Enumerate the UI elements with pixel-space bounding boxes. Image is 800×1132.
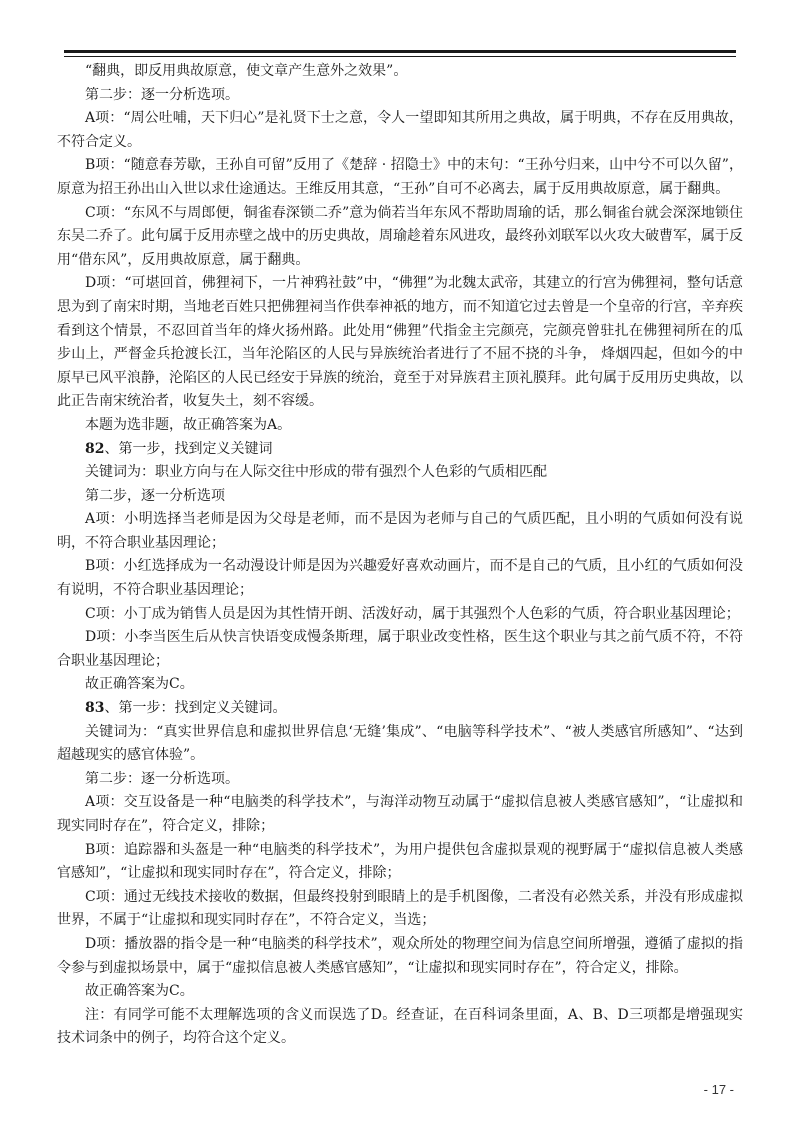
paragraph-text: A项：交互设备是一种“电脑类的科学技术”，与海洋动物互动属于“虚拟信息被人类感官感知”，“让虚拟和现实同时存在”，符合定义，排除； bbox=[57, 794, 743, 834]
paragraph bbox=[57, 461, 743, 485]
paragraph-text: 本题为选非题，故正确答案为A。 bbox=[85, 416, 292, 433]
question-number: 82 bbox=[85, 440, 105, 457]
paragraph bbox=[57, 60, 743, 84]
paragraph-text: 第二步：逐一分析选项。 bbox=[85, 86, 239, 103]
paragraph-text: B项：追踪器和头盔是一种“电脑类的科学技术”，为用户提供包含虚拟景观的视野属于“虚拟信息被人类感官感知”，“让虚拟和现实同时存在”，符合定义，排除； bbox=[57, 841, 743, 882]
question-heading bbox=[57, 697, 743, 721]
header-rule-thick bbox=[64, 50, 736, 53]
paragraph-text: D项：小李当医生后从快言快语变成慢条斯理，属于职业改变性格，医生这个职业与其之前气质不符，不符合职业基因理论； bbox=[57, 629, 743, 669]
paragraph-text: 、第一步，找到定义关键词 bbox=[104, 440, 273, 457]
paragraph bbox=[57, 626, 743, 673]
paragraph-text: C项：“东风不与周郎便，铜雀春深锁二乔”意为倘若当年东风不帮助周瑜的话，那么铜雀台就会深深地锁住东吴二乔了。此句属于反用赤壁之战中的历史典故，周瑜趁着东风进攻，最终孙刘联军以火攻大破曹军，属于反用“借东风”，反用典故原意，属于翻典。 bbox=[57, 204, 743, 268]
paragraph-text: D项：播放器的指令是一种“电脑类的科学技术”，观众所处的物理空间为信息空间所增强，遵循了虚拟的指令参与到虚拟场景中，属于“虚拟信息被人类感官感知”，“让虚拟和现实同时存在”，符合定义，排除。 bbox=[57, 935, 743, 976]
paragraph-text: 故正确答案为C。 bbox=[85, 676, 194, 693]
paragraph bbox=[57, 84, 743, 108]
paragraph bbox=[57, 154, 743, 201]
paragraph-text: 关键词为：职业方向与在人际交往中形成的带有强烈个人色彩的气质相匹配 bbox=[85, 464, 547, 481]
paragraph-text: C项：通过无线技术接收的数据，但最终投射到眼睛上的是手机图像，二者没有必然关系，并没有形成虚拟世界，不属于“让虚拟和现实同时存在”，不符合定义，当选； bbox=[57, 888, 743, 929]
question-number: 83 bbox=[85, 700, 105, 717]
paragraph-text: 、第一步：找到定义关键词。 bbox=[104, 700, 287, 717]
paragraph-text: A项：小明选择当老师是因为父母是老师，而不是因为老师与自己的气质匹配，且小明的气质如何没有说明，不符合职业基因理论； bbox=[57, 511, 743, 551]
paragraph bbox=[57, 508, 743, 555]
paragraph bbox=[57, 107, 743, 154]
paragraph-text: B项：“随意春芳歇，王孙自可留”反用了《楚辞 · 招隐士》中的末句：“王孙兮归来，山中兮不可以久留”，原意为招王孙出山入世以求仕途通达。王维反用其意，“王孙”自可不必离去，属于反用典故原意，属于翻典。 bbox=[57, 157, 743, 197]
paragraph-text: “翻典，即反用典故原意，使文章产生意外之效果”。 bbox=[85, 63, 408, 79]
paragraph bbox=[57, 414, 743, 438]
paragraph bbox=[57, 886, 743, 933]
paragraph bbox=[57, 555, 743, 602]
paragraph bbox=[57, 768, 743, 792]
paragraph-text: 注：有同学可能不太理解选项的含义而误选了D。经查证，在百科词条里面，A、B、D三项都是增强现实技术词条中的例子，均符合这个定义。 bbox=[57, 1006, 743, 1047]
paragraph-text: D项：“可堪回首，佛狸祠下，一片神鸦社鼓”中，“佛狸”为北魏太武帝，其建立的行宫为佛狸祠，整句话意思为到了南宋时期，当地老百姓只把佛狸祠当作供奉神祇的地方，而不知道它过去曾是一个皇帝的行宫，辛弃疾看到这个情景，不忍回首当年的烽火扬州路。此处用“佛狸”代指金主完颜亮，完颜亮曾驻扎在佛狸祠所在的瓜步山上，严督金兵抢渡长江，当年沦陷区的人民与异族统治者进行了不屈不挠的斗争， 烽烟四起，但如今的中原早已风平浪静，沦陷区的人民已经安于异族的统治，竟至于对异族君主顶礼膜拜。此句属于反用历史典故，以此正告南宋统治者，收复失土，刻不容缓。 bbox=[57, 275, 743, 410]
paragraph bbox=[57, 980, 743, 1004]
paragraph-text: C项：小丁成为销售人员是因为其性情开朗、活泼好动，属于其强烈个人色彩的气质，符合职业基因理论； bbox=[85, 605, 740, 622]
paragraph bbox=[57, 485, 743, 509]
paragraph bbox=[57, 202, 743, 273]
paragraph bbox=[57, 1004, 743, 1051]
paragraph-text: B项：小红选择成为一名动漫设计师是因为兴趣爱好喜欢动画片，而不是自己的气质，且小红的气质如何没有说明，不符合职业基因理论； bbox=[57, 558, 743, 599]
paragraph bbox=[57, 839, 743, 886]
paragraph bbox=[57, 933, 743, 980]
paragraph-text: 第二步：逐一分析选项。 bbox=[85, 770, 239, 787]
paragraph-text: 关键词为：“真实世界信息和虚拟世界信息‘无缝’集成”、“电脑等科学技术”、“被人类感官所感知”、“达到超越现实的感官体验”。 bbox=[57, 723, 743, 764]
paragraph bbox=[57, 721, 743, 768]
paragraph-text: 故正确答案为C。 bbox=[85, 983, 194, 1000]
paragraph-text: 第二步，逐一分析选项 bbox=[85, 487, 225, 504]
paragraph bbox=[57, 603, 743, 627]
paragraph bbox=[57, 673, 743, 697]
page-body bbox=[57, 60, 743, 1051]
question-heading bbox=[57, 438, 743, 462]
paragraph bbox=[57, 791, 743, 838]
paragraph-text: A项：“周公吐哺，天下归心”是礼贤下士之意，令人一望即知其所用之典故，属于明典，不存在反用典故，不符合定义。 bbox=[57, 110, 743, 150]
header-rule-thin bbox=[64, 56, 736, 57]
paragraph bbox=[57, 272, 743, 414]
page-number: - 17 - bbox=[703, 1082, 734, 1097]
